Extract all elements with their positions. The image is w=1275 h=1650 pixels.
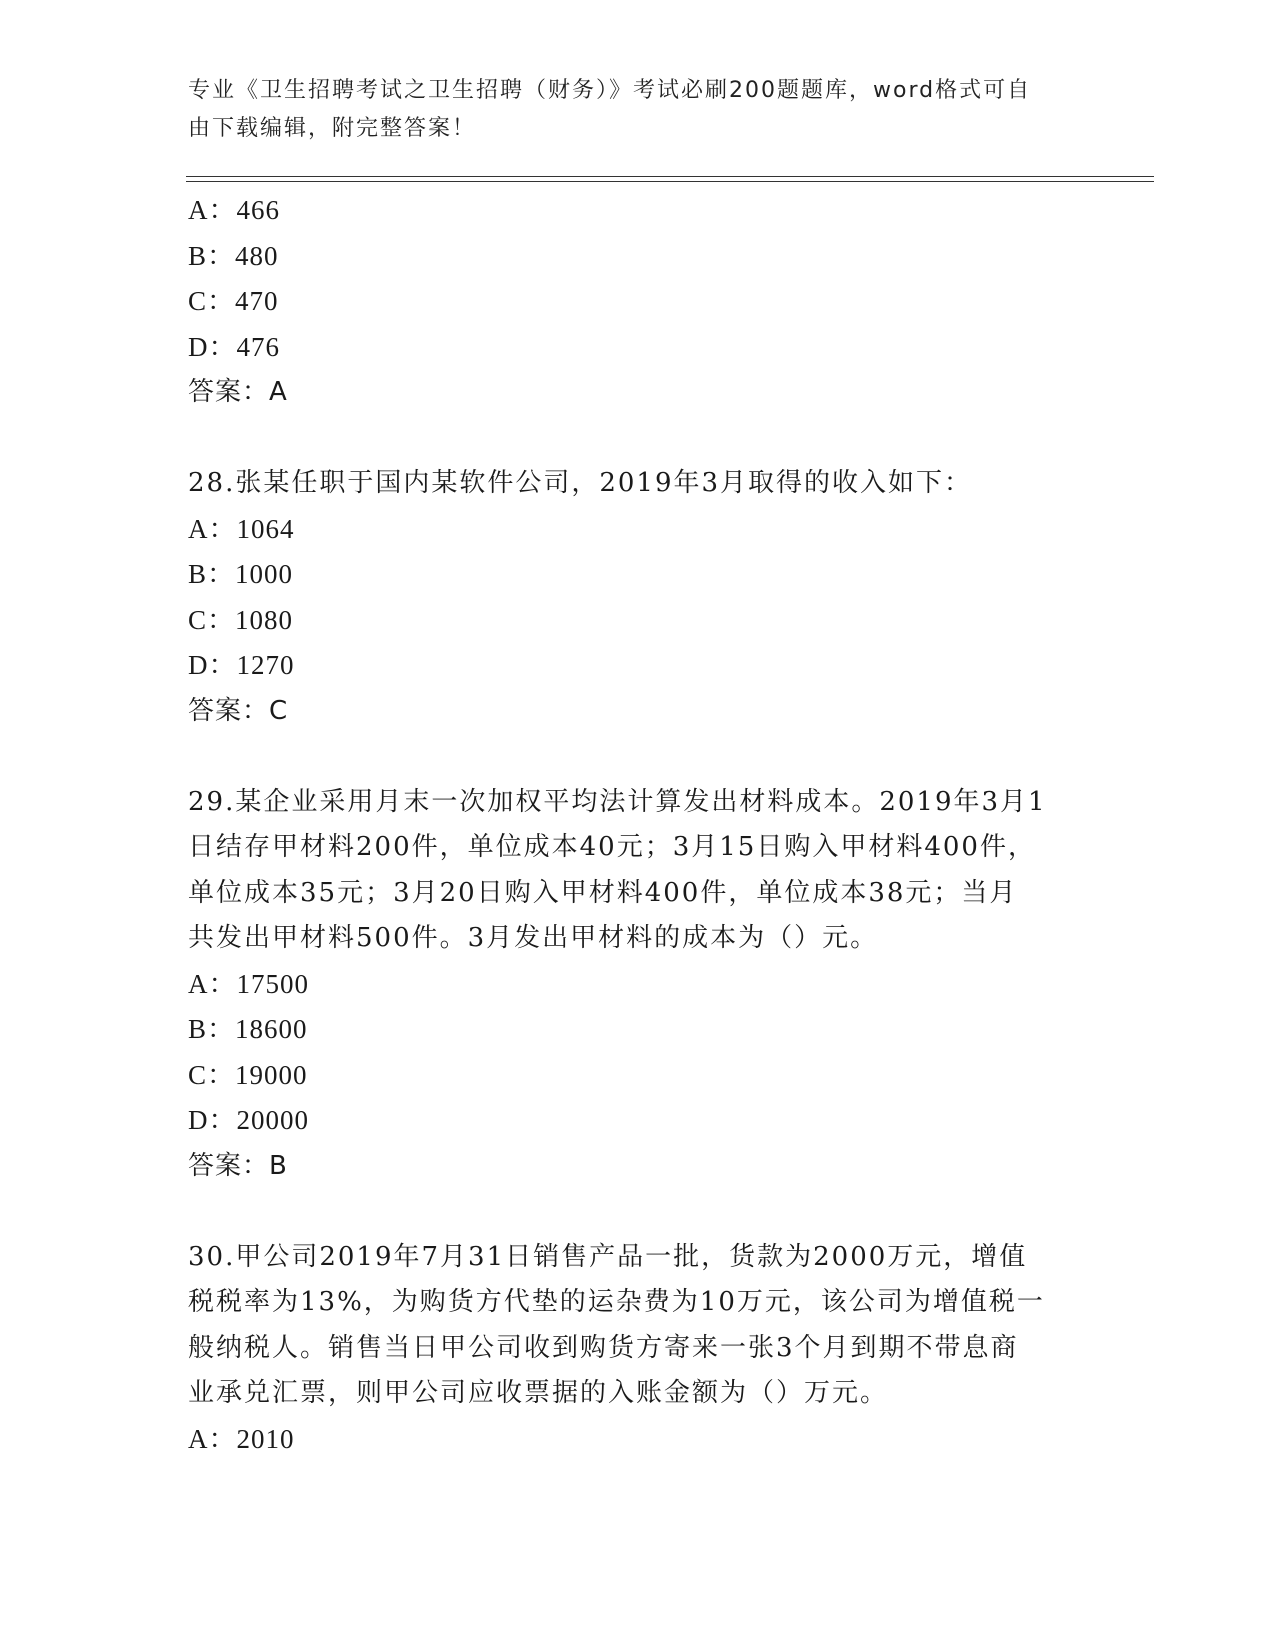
header-rule-bottom — [186, 181, 1154, 182]
document-content — [188, 188, 1088, 1462]
question-text-line: 30.甲公司2019年7月31日销售产品一批，货款为2000万元，增值 — [188, 1241, 1028, 1272]
option-a: A：466 — [188, 195, 280, 225]
question-text-line: 28.张某任职于国内某软件公司，2019年3月取得的收入如下： — [188, 468, 973, 498]
answer-line: 答案：B — [188, 1150, 288, 1181]
option-b: B：1000 — [188, 559, 294, 589]
question-text-line: 日结存甲材料200件，单位成本40元；3月15日购入甲材料400件， — [188, 832, 1036, 862]
option-d: D：1270 — [188, 650, 295, 680]
option-b: B：480 — [188, 240, 279, 271]
option-a: A：1064 — [188, 513, 295, 544]
header-line-1: 专业《卫生招聘考试之卫生招聘（财务）》考试必刷200题题库，word格式可自 — [188, 78, 1032, 103]
header-line-2: 由下载编辑，附完整答案！ — [188, 116, 477, 141]
option-d: D：476 — [188, 331, 280, 362]
question-text-line: 般纳税人。销售当日甲公司收到购货方寄来一张3个月到期不带息商 — [188, 1332, 1019, 1363]
spacer — [188, 734, 1088, 780]
option-d: D：20000 — [188, 1105, 309, 1135]
question-text-line: 税税率为13%，为购货方代垫的运杂费为10万元，该公司为增值税一 — [188, 1287, 1045, 1317]
answer-line: 答案：A — [188, 377, 288, 407]
question-text-line: 业承兑汇票，则甲公司应收票据的入账金额为（）万元。 — [188, 1378, 889, 1408]
option-c: C：1080 — [188, 604, 294, 635]
option-a: A：17500 — [188, 968, 309, 999]
question-text-line: 共发出甲材料500件。3月发出甲材料的成本为（）元。 — [188, 923, 879, 953]
document-header — [188, 72, 1068, 148]
question-30 — [188, 1235, 1088, 1463]
question-28 — [188, 461, 1088, 734]
question-29 — [188, 780, 1088, 1190]
option-b: B：18600 — [188, 1014, 308, 1044]
question-27 — [188, 188, 1088, 416]
option-a: A：2010 — [188, 1423, 295, 1454]
option-c: C：470 — [188, 286, 279, 316]
spacer — [188, 1189, 1088, 1235]
answer-line: 答案：C — [188, 695, 289, 726]
option-c: C：19000 — [188, 1059, 308, 1090]
spacer — [188, 416, 1088, 462]
question-text-line: 单位成本35元；3月20日购入甲材料400件，单位成本38元；当月 — [188, 877, 1018, 908]
question-text-line: 29.某企业采用月末一次加权平均法计算发出材料成本。2019年3月1 — [188, 786, 1047, 817]
header-rule-top — [186, 176, 1154, 177]
